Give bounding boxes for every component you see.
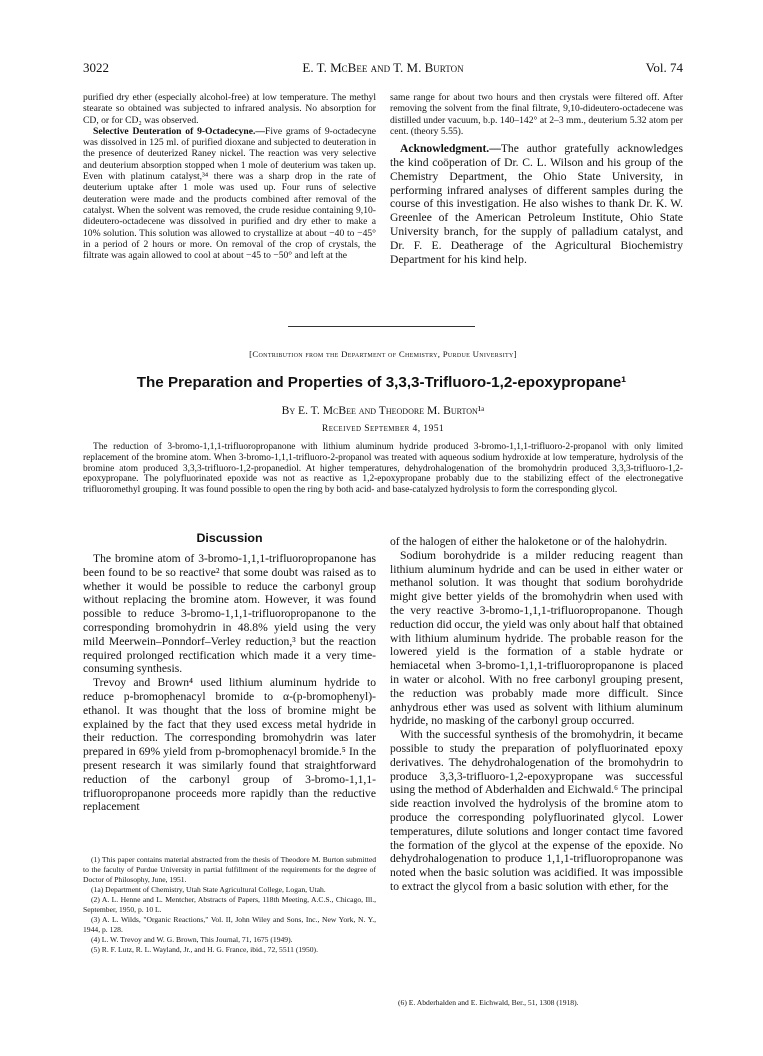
footnote: (3) A. L. Wilds, "Organic Reactions," Vol. II, John Wiley and Sons, Inc., New York, N. Y., 1944, p. 128. (83, 915, 376, 934)
discussion-left-column (83, 552, 376, 814)
page-number: 3022 (83, 60, 109, 75)
abstract-text: The reduction of 3-bromo-1,1,1-trifluoropropanone with lithium aluminum hydride produced 3-bromo-1,1,1-trifluoro-2-propanol with only limited replacement of the bromine atom. When 3-bromo-1,1,1-trifluoro-2-propanol was treated with aqueous sodium hydroxide at low temperature, hydrolysis of the bromine atom produced 3,3,3-trifluoro-1,2-propanediol. At higher temperatures, dehydrohalogenation of the bromohydrin produced 3,3,3-trifluoro-1,2-epoxypropane. The polyfluorinated epoxide was not as reactive as 1,2-epoxypropane probably due to the stabilizing effect of the electronegative trifluoromethyl grouping. It was found possible to open the ring by both acid- and base-catalyzed hydrolysis to form the corresponding glycol. (83, 442, 683, 496)
byline: By E. T. McBee and Theodore M. Burton¹ᵃ (281, 404, 485, 417)
paragraph: same range for about two hours and then crystals were filtered off. After removing the solvent from the final filtrate, 9,10-dideutero-octadecene was distilled under vacuum, b.p. 140–142° at 2–3 mm., deuterium 5.32 atom per cent. (theory 5.55). (390, 92, 683, 137)
footnote: (4) L. W. Trevoy and W. G. Brown, This Journal, 71, 1675 (1949). (91, 935, 293, 944)
article-title: The Preparation and Properties of 3,3,3-Trifluoro-1,2-epoxypropane¹ (136, 374, 627, 391)
discussion-right-column (390, 535, 683, 894)
contribution-line: [Contribution from the Department of Chemistry, Purdue University] (249, 349, 517, 359)
acknowledgment-text: The author gratefully acknowledges the kind coöperation of Dr. C. L. Wilson and his group of the Chemistry Department, the Ohio State University, in performing infrared analyses of different samples during the course of this investigation. He also wishes to thank Dr. K. W. Greenlee of the American Petroleum Institute, Ohio State University branch, for the supply of palladium catalyst, and Dr. F. E. Deatherage of the Agricultural Biochemistry Department for his kind help. (390, 142, 683, 266)
section-divider (288, 326, 475, 327)
paragraph: purified dry ether (especially alcohol-free) at low temperature. The methyl stearate so obtained was subjected to infrared analysis. No absorption for CD, or for CD₂ was observed. (83, 92, 376, 126)
discussion-heading: Discussion (196, 531, 263, 545)
footnote: (6) E. Abderhalden and E. Eichwald, Ber., 51, 1308 (1918). (398, 998, 579, 1007)
top-left-column (83, 92, 376, 261)
abstract (83, 442, 683, 496)
footnote: (5) R. F. Lutz, R. L. Wayland, Jr., and H. G. France, ibid., 72, 5511 (1950). (91, 945, 318, 954)
running-header (83, 60, 683, 78)
received-date: Received September 4, 1951 (321, 423, 445, 434)
header-authors: E. T. McBee and T. M. Burton (302, 60, 464, 75)
acknowledgment (390, 142, 683, 266)
footnotes-right (390, 998, 683, 1008)
footnote: (1) This paper contains material abstracted from the thesis of Theodore M. Burton submitted to the faculty of Purdue University in partial fulfillment of the requirements for the degree of Doctor of Philosophy, June, 1951. (83, 855, 376, 884)
footnote: (2) A. L. Henne and L. Mentcher, Abstracts of Papers, 118th Meeting, A.C.S., Chicago, Ill., September, 1950, p. 10 L. (83, 895, 376, 914)
top-right-column (390, 92, 683, 266)
paragraph: of the halogen of either the haloketone or of the halohydrin. (390, 535, 668, 548)
paragraph-text: Five grams of 9-octadecyne was dissolved in 125 ml. of purified dioxane and subjected to deuteration in the presence of deuterized Raney nickel. The reaction was very selective and deuterium absorption stopped when 1 mole of deuterium was taken up. Even with platinum catalyst,³⁴ there was a sharp drop in the rate of deuterium uptake after 1 mole was used up. Four runs of selective deuteration were made and the products combined after removal of the catalyst. When the solvent was removed, the crude residue containing 9,10-dideutero-octadecene was dissolved in purified and dry ether to make a 10% solution. This solution was allowed to crystallize at about −40 to −45° in a period of 2 hours or more. On removal of the crop of crystals, the filtrate was again allowed to cool at about −45 to −50° and left at the (83, 125, 377, 262)
paragraph: With the successful synthesis of the bromohydrin, it became possible to study the preparation of polyfluorinated epoxy derivatives. The dehydrohalogenation of the bromohydrin to produce 3,3,3-trifluoro-1,2-epoxypropane was successful using the method of Abderhalden and Eichwald.⁶ The principal side reaction involved the hydrolysis of the bromine atom to produce the corresponding polyfluorinated glycol. Lower temperatures, dilute solutions and longer contact time favored the formation of the glycol at the expense of the epoxide. No dehydrohalogenation to produce 1,1,1-trifluoropropanone was noted when the basic solution was acidified. It was impossible to extract the glycol from a basic solution with ether, for the (390, 728, 683, 893)
footnotes-left (83, 855, 376, 955)
paragraph (83, 126, 376, 262)
paragraph: Sodium borohydride is a milder reducing reagent than lithium aluminum hydride and can be used in either water or methanol solution. It was thought that sodium borohydride might give better yields of the bromohydrin when used with the very reactive 3-bromo-1,1,1-trifluoropropanone. Though reduction did occur, the yield was only about half that obtained with lithium aluminum hydride. The probable reason for the lowered yield is the formation of a stable hydrate or hemiacetal when 3-bromo-1,1,1-trifluoropropanone is placed in water or alcohol. With no free carbonyl grouping present, the reduction was probably made more difficult. Since anhydrous ether was used as solvent with lithium aluminum hydride, no masking of the carbonyl group occurred. (390, 548, 683, 728)
section-heading: Selective Deuteration of 9-Octadecyne.— (93, 125, 266, 137)
paragraph: Trevoy and Brown⁴ used lithium aluminum hydride to reduce p-bromophenacyl bromide to α-(p-bromophenyl)-ethanol. It was thought that the loss of bromine might be explained by the fact that they used excess metal hydride in their reduction. The corresponding bromohydrin was later prepared in 69% yield from p-bromophenacyl bromide.⁵ In the present research it was similarly found that straightforward reduction of the carbonyl group of 3-bromo-1,1,1-trifluoropropanone proceeds more rapidly than the reductive replacement (83, 676, 376, 814)
volume-number: Vol. 74 (645, 60, 683, 75)
footnote: (1a) Department of Chemistry, Utah State Agricultural College, Logan, Utah. (91, 885, 326, 894)
paragraph: The bromine atom of 3-bromo-1,1,1-trifluoropropanone has been found to be so reactive² that some doubt was raised as to whether it would be possible to reduce the carbonyl group without replacing the bromine atom. However, it was found possible to reduce 3-bromo-1,1,1-trifluoropropanone to the corresponding bromohydrin in 48.8% yield using the very mild Meerwein–Ponndorf–Verley reduction,³ but the reaction required prolonged rectification which made it a very time-consuming synthesis. (83, 552, 376, 676)
acknowledgment-heading: Acknowledgment.— (400, 142, 501, 156)
